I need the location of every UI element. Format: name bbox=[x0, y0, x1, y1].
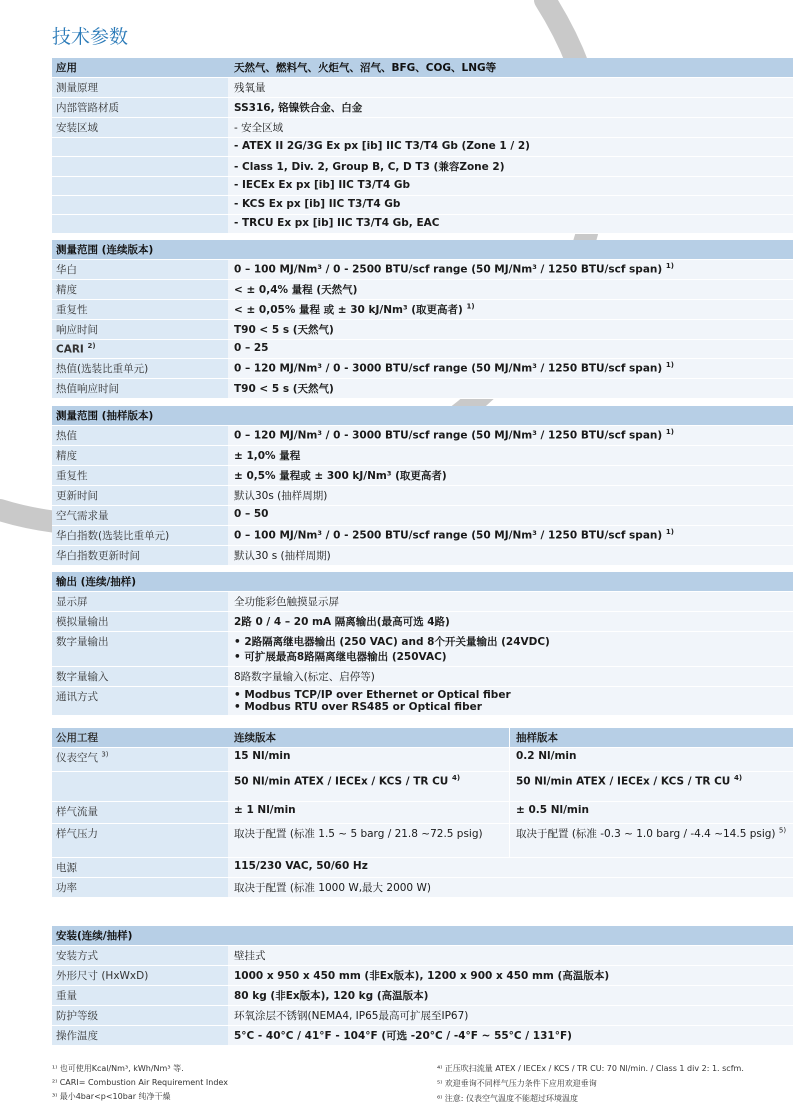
row-value: 8路数字量输入(标定、启停等) bbox=[228, 667, 793, 686]
row-label: 防护等级 bbox=[52, 1006, 228, 1025]
value-line: • Modbus RTU over RS485 or Optical fiber bbox=[234, 701, 482, 713]
row-label: 更新时间 bbox=[52, 486, 228, 505]
section-header bbox=[52, 240, 793, 260]
row-value: - Class 1, Div. 2, Group B, C, D T3 (兼容Zone 2) bbox=[228, 157, 793, 176]
row-label: 重复性 bbox=[52, 466, 228, 485]
section-header bbox=[52, 572, 793, 592]
row-label: 空气需求量 bbox=[52, 506, 228, 525]
table-row bbox=[52, 379, 793, 399]
table-row bbox=[52, 320, 793, 340]
row-label: 华白指数更新时间 bbox=[52, 546, 228, 565]
application-section bbox=[52, 58, 793, 234]
row-label: 安装方式 bbox=[52, 946, 228, 965]
table-row bbox=[52, 632, 793, 667]
table-row bbox=[52, 157, 793, 177]
continuous-value: 取决于配置 (标准 1.5 ~ 5 barg / 21.8 ~72.5 psig) bbox=[228, 824, 510, 857]
value-text: 取决于配置 (标准 -0.3 ~ 1.0 barg / -4.4 ~14.5 psig) bbox=[516, 828, 776, 840]
table-row bbox=[52, 1006, 793, 1026]
row-value: T90 < 5 s (天然气) bbox=[228, 320, 793, 339]
row-value bbox=[228, 687, 793, 715]
row-value: 1000 x 950 x 450 mm (非Ex版本), 1200 x 900 x 450 mm (高温版本) bbox=[228, 966, 793, 985]
footnote-ref: 3) bbox=[101, 750, 109, 759]
footnote: ⁵⁾ 欢迎垂询不同样气压力条件下应用欢迎垂询 bbox=[437, 1079, 597, 1088]
footnotes-left bbox=[52, 1063, 412, 1106]
row-value: T90 < 5 s (天然气) bbox=[228, 379, 793, 398]
row-value: 0 – 50 bbox=[228, 506, 793, 525]
row-label: 电源 bbox=[52, 858, 228, 877]
utilities-section bbox=[52, 728, 793, 898]
row-value: 环氧涂层不锈钢(NEMA4, IP65最高可扩展至IP67) bbox=[228, 1006, 793, 1025]
footnote-ref: 1) bbox=[665, 361, 674, 369]
table-row bbox=[52, 466, 793, 486]
installation-section bbox=[52, 926, 793, 1046]
value-text: 0 – 100 MJ/Nm³ / 0 - 2500 BTU/scf range (50 MJ/Nm³ / 1250 BTU/scf span) bbox=[234, 263, 663, 276]
footnote: ⁶⁾ 注意: 仪表空气温度不能超过环境温度 bbox=[437, 1094, 578, 1103]
row-label: 华白指数(选装比重单元) bbox=[52, 526, 228, 545]
table-row bbox=[52, 118, 793, 138]
sampling-range-section bbox=[52, 406, 793, 566]
footnotes-right bbox=[437, 1063, 797, 1108]
row-value: 取决于配置 (标准 1000 W,最大 2000 W) bbox=[228, 878, 793, 897]
row-value: SS316, 铬镍铁合金、白金 bbox=[228, 98, 793, 117]
row-value: 默认30s (抽样周期) bbox=[228, 486, 793, 505]
value-text: < ± 0,05% 量程 或 ± 30 kJ/Nm³ (取更高者) bbox=[234, 304, 463, 316]
table-row bbox=[52, 824, 793, 858]
footnote: ²⁾ CARI= Combustion Air Requirement Index bbox=[52, 1078, 228, 1087]
footnote-ref: 1) bbox=[466, 302, 475, 311]
row-label: 安装区域 bbox=[52, 118, 228, 137]
row-value: < ± 0,4% 量程 (天然气) bbox=[228, 280, 793, 299]
row-label: 通讯方式 bbox=[52, 687, 228, 715]
row-value bbox=[228, 632, 793, 666]
row-label: 热值响应时间 bbox=[52, 379, 228, 398]
value-line: • 可扩展最高8路隔离继电器输出 (250VAC) bbox=[234, 651, 447, 663]
section-header bbox=[52, 728, 793, 748]
row-label: 样气流量 bbox=[52, 802, 228, 823]
row-label: 响应时间 bbox=[52, 320, 228, 339]
row-label bbox=[52, 196, 228, 214]
row-label bbox=[52, 177, 228, 195]
continuous-value: ± 1 Nl/min bbox=[228, 802, 510, 823]
table-row bbox=[52, 138, 793, 157]
footnote: ⁴⁾ 正压吹扫流量 ATEX / IECEx / KCS / TR CU: 70 Nl/min. / Class 1 div 2: 1. scfm. bbox=[437, 1064, 744, 1073]
sampling-value: ± 0.5 Nl/min bbox=[510, 802, 793, 823]
row-label: 华白 bbox=[52, 260, 228, 279]
row-value: - KCS Ex px [ib] IIC T3/T4 Gb bbox=[228, 196, 793, 214]
row-label: 数字量输入 bbox=[52, 667, 228, 686]
table-row bbox=[52, 612, 793, 632]
row-label bbox=[52, 138, 228, 156]
value-text: 0 – 100 MJ/Nm³ / 0 - 2500 BTU/scf range (50 MJ/Nm³ / 1250 BTU/scf span) bbox=[234, 529, 663, 542]
table-row bbox=[52, 687, 793, 716]
value-text: 0 – 120 MJ/Nm³ / 0 - 3000 BTU/scf range (50 MJ/Nm³ / 1250 BTU/scf span) bbox=[234, 362, 663, 375]
row-value bbox=[228, 526, 793, 545]
table-row bbox=[52, 340, 793, 359]
row-label: 数字量输出 bbox=[52, 632, 228, 666]
row-label bbox=[52, 748, 228, 771]
table-row bbox=[52, 858, 793, 878]
section-header bbox=[52, 406, 793, 426]
value-line: • Modbus TCP/IP over Ethernet or Optical fiber bbox=[234, 689, 511, 701]
value-text: 0 – 120 MJ/Nm³ / 0 - 3000 BTU/scf range (50 MJ/Nm³ / 1250 BTU/scf span) bbox=[234, 429, 663, 442]
row-label: 精度 bbox=[52, 280, 228, 299]
column-header: 公用工程 bbox=[52, 728, 228, 747]
table-row bbox=[52, 215, 793, 234]
row-value: 全功能彩色触摸显示屏 bbox=[228, 592, 793, 611]
value-text: 50 Nl/min ATEX / IECEx / KCS / TR CU bbox=[234, 775, 449, 788]
table-row bbox=[52, 526, 793, 546]
footnote: ³⁾ 最小4bar<p<10bar 纯净干燥 bbox=[52, 1092, 171, 1101]
row-label: 样气压力 bbox=[52, 824, 228, 857]
row-label: 精度 bbox=[52, 446, 228, 465]
section-title: 输出 (连续/抽样) bbox=[52, 572, 793, 591]
table-row bbox=[52, 98, 793, 118]
sampling-value bbox=[510, 824, 793, 857]
row-label bbox=[52, 215, 228, 233]
footnote: ¹⁾ 也可使用Kcal/Nm³, kWh/Nm³ 等. bbox=[52, 1064, 184, 1073]
table-row bbox=[52, 802, 793, 824]
continuous-value: 15 Nl/min bbox=[228, 748, 510, 771]
page-title: 技术参数 bbox=[52, 26, 129, 48]
row-label bbox=[52, 340, 228, 358]
row-label: 外形尺寸 (HxWxD) bbox=[52, 966, 228, 985]
table-row bbox=[52, 667, 793, 687]
row-value bbox=[228, 426, 793, 445]
row-value: - TRCU Ex px [ib] IIC T3/T4 Gb, EAC bbox=[228, 215, 793, 233]
section-header bbox=[52, 926, 793, 946]
row-value: 残氧量 bbox=[228, 78, 793, 97]
footnote-ref: 1) bbox=[665, 428, 674, 436]
row-label: 重量 bbox=[52, 986, 228, 1005]
row-label: 热值 bbox=[52, 426, 228, 445]
table-row bbox=[52, 78, 793, 98]
row-label: 功率 bbox=[52, 878, 228, 897]
row-label: 重复性 bbox=[52, 300, 228, 319]
row-value: 5°C - 40°C / 41°F - 104°F (可选 -20°C / -4°F ~ 55°C / 131°F) bbox=[228, 1026, 793, 1045]
row-value bbox=[228, 359, 793, 378]
row-label: 模拟量输出 bbox=[52, 612, 228, 631]
row-label: 应用 bbox=[52, 58, 228, 77]
row-value: 天然气、燃料气、火炬气、沼气、BFG、COG、LNG等 bbox=[228, 58, 793, 77]
footnote-ref: 1) bbox=[665, 528, 674, 536]
label-text: CARI bbox=[56, 343, 84, 356]
footnote-ref: 2) bbox=[87, 342, 96, 350]
value-line: • 2路隔离继电器输出 (250 VAC) and 8个开关量输出 (24VDC) bbox=[234, 636, 550, 648]
table-row bbox=[52, 196, 793, 215]
continuous-value bbox=[228, 772, 510, 801]
row-value: 壁挂式 bbox=[228, 946, 793, 965]
footnote-ref: 1) bbox=[665, 262, 674, 270]
row-value: ± 0,5% 量程或 ± 300 kJ/Nm³ (取更高者) bbox=[228, 466, 793, 485]
row-label: 内部管路材质 bbox=[52, 98, 228, 117]
sampling-value bbox=[510, 772, 793, 801]
row-label bbox=[52, 772, 228, 801]
row-label: 热值(选装比重单元) bbox=[52, 359, 228, 378]
output-section bbox=[52, 572, 793, 716]
table-row bbox=[52, 177, 793, 196]
table-row bbox=[52, 748, 793, 772]
continuous-range-section bbox=[52, 240, 793, 399]
row-value: ± 1,0% 量程 bbox=[228, 446, 793, 465]
footnote-ref: 5) bbox=[778, 826, 787, 835]
table-row bbox=[52, 426, 793, 446]
table-row bbox=[52, 966, 793, 986]
value-text: 50 Nl/min ATEX / IECEx / KCS / TR CU bbox=[516, 775, 731, 788]
row-label: 测量原理 bbox=[52, 78, 228, 97]
footnote-ref: 4) bbox=[734, 774, 743, 782]
section-title: 测量范围 (抽样版本) bbox=[52, 406, 793, 425]
table-row bbox=[52, 1026, 793, 1046]
row-label bbox=[52, 157, 228, 176]
row-value: 0 – 25 bbox=[228, 340, 793, 358]
row-value: 默认30 s (抽样周期) bbox=[228, 546, 793, 565]
row-value: - ATEX II 2G/3G Ex px [ib] IIC T3/T4 Gb (Zone 1 / 2) bbox=[228, 138, 793, 156]
row-label: 显示屏 bbox=[52, 592, 228, 611]
table-row bbox=[52, 592, 793, 612]
table-row bbox=[52, 878, 793, 898]
table-row bbox=[52, 446, 793, 466]
table-row bbox=[52, 359, 793, 379]
column-header: 抽样版本 bbox=[510, 728, 793, 747]
label-text: 仪表空气 bbox=[56, 752, 98, 764]
table-row bbox=[52, 280, 793, 300]
sampling-value: 0.2 Nl/min bbox=[510, 748, 793, 771]
table-row bbox=[52, 546, 793, 566]
row-value: - 安全区域 bbox=[228, 118, 793, 137]
table-row bbox=[52, 772, 793, 802]
row-label: 操作温度 bbox=[52, 1026, 228, 1045]
row-value bbox=[228, 260, 793, 279]
footnote-ref: 4) bbox=[452, 774, 461, 782]
table-row bbox=[52, 58, 793, 78]
row-value: 2路 0 / 4 – 20 mA 隔离输出(最高可选 4路) bbox=[228, 612, 793, 631]
row-value: - IECEx Ex px [ib] IIC T3/T4 Gb bbox=[228, 177, 793, 195]
row-value: 80 kg (非Ex版本), 120 kg (高温版本) bbox=[228, 986, 793, 1005]
table-row bbox=[52, 986, 793, 1006]
table-row bbox=[52, 300, 793, 320]
row-value: 115/230 VAC, 50/60 Hz bbox=[228, 858, 793, 877]
section-title: 测量范围 (连续版本) bbox=[52, 240, 793, 259]
column-header: 连续版本 bbox=[228, 728, 510, 747]
table-row bbox=[52, 506, 793, 526]
section-title: 安装(连续/抽样) bbox=[52, 926, 793, 945]
table-row bbox=[52, 486, 793, 506]
table-row bbox=[52, 260, 793, 280]
table-row bbox=[52, 946, 793, 966]
row-value bbox=[228, 300, 793, 319]
